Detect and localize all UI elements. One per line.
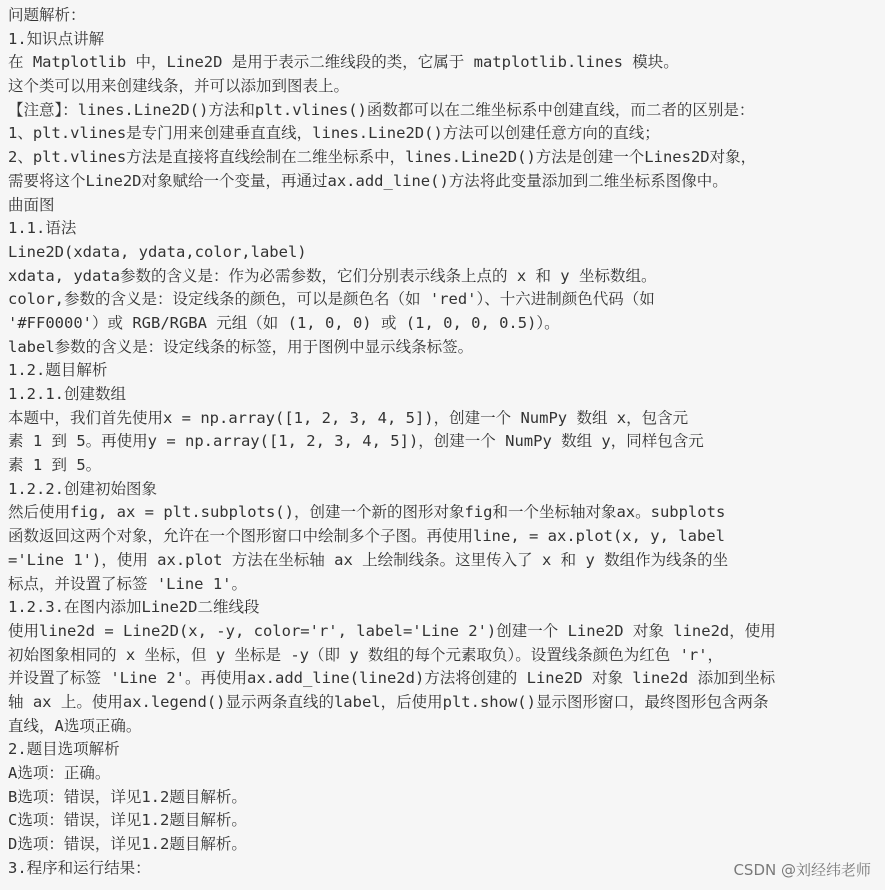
param-color-cont: '#FF0000'）或 RGB/RGBA 元组（如 (1, 0, 0) 或 (1, 0, 0, 0.5)）。	[8, 313, 560, 332]
paragraph-line: 需要将这个Line2D对象赋给一个变量，再通过ax.add_line()方法将此变量添加到二维坐标系图像中。	[8, 171, 728, 190]
heading-create-figure: 1.2.2.创建初始图象	[8, 479, 157, 498]
option-a: A选项：正确。	[8, 764, 111, 782]
paragraph-line: 素 1 到 5。再使用y = np.array([1, 2, 3, 4, 5])，创建一个 NumPy 数组 y，同样包含元	[8, 432, 704, 451]
paragraph-line: 在 Matplotlib 中，Line2D 是用于表示二维线段的类，它属于 matplotlib.lines 模块。	[8, 53, 679, 72]
param-color: color,参数的含义是：设定线条的颜色，可以是颜色名（如 'red'）、十六进制颜色代码（如	[8, 290, 655, 309]
heading-options-analysis: 2.题目选项解析	[8, 740, 120, 759]
heading-knowledge-points: 1.知识点讲解	[8, 29, 105, 48]
paragraph-line: 本题中，我们首先使用x = np.array([1, 2, 3, 4, 5])，创建一个 NumPy 数组 x，包含元	[8, 408, 689, 427]
note-point-1: 1、plt.vlines是专门用来创建垂直直线，lines.Line2D()方法可以创建任意方向的直线；	[8, 124, 660, 143]
paragraph-line: ='Line 1')，使用 ax.plot 方法在坐标轴 ax 上绘制线条。这里传入了 x 和 y 数组作为线条的坐	[8, 550, 729, 569]
heading-create-array: 1.2.1.创建数组	[8, 385, 126, 403]
param-xdata-ydata: xdata, ydata参数的含义是：作为必需参数，它们分别表示线条上点的 x 和 y 坐标数组。	[8, 266, 657, 285]
code-signature: Line2D(xdata, ydata,color,label)	[8, 242, 307, 261]
paragraph-line: 并设置了标签 'Line 2'。再使用ax.add_line(line2d)方法将创建的 Line2D 对象 line2d 添加到坐标	[8, 669, 776, 688]
paragraph-line: 这个类可以用来创建线条，并可以添加到图表上。	[8, 77, 350, 96]
csdn-watermark: CSDN @刘经纬老师	[733, 861, 871, 879]
paragraph-line: 然后使用fig, ax = plt.subplots()，创建一个新的图形对象fig和一个坐标轴对象ax。subplots	[8, 503, 726, 522]
paragraph-line: 标点，并设置了标签 'Line 1'。	[8, 574, 247, 593]
note-line: 【注意】：lines.Line2D()方法和plt.vlines()函数都可以在二维坐标系中创建直线，而二者的区别是：	[8, 100, 755, 119]
document-body	[8, 4, 880, 880]
option-b: B选项：错误，详见1.2题目解析。	[8, 787, 247, 806]
note-point-2: 2、plt.vlines方法是直接将直线绘制在二维坐标系中，lines.Line2D()方法是创建一个Lines2D对象，	[8, 148, 757, 167]
paragraph-line: 素 1 到 5。	[8, 456, 102, 475]
paragraph-line: 函数返回这两个对象，允许在一个图形窗口中绘制多个子图。再使用line, = ax.plot(x, y, label	[8, 527, 725, 546]
param-label: label参数的含义是：设定线条的标签，用于图例中显示线条标签。	[8, 337, 474, 356]
paragraph-line: 使用line2d = Line2D(x, -y, color='r', label='Line 2')创建一个 Line2D 对象 line2d，使用	[8, 621, 776, 640]
heading-syntax: 1.1.语法	[8, 219, 77, 238]
paragraph-line: 初始图象相同的 x 坐标，但 y 坐标是 -y（即 y 数组的每个元素取负）。设置线条颜色为红色 'r'，	[8, 645, 724, 664]
paragraph-line: 直线，A选项正确。	[8, 716, 142, 735]
option-d: D选项：错误，详见1.2题目解析。	[8, 835, 247, 854]
heading-problem-analysis: 问题解析：	[8, 6, 86, 24]
heading-surface-plot: 曲面图	[8, 195, 55, 214]
paragraph-line: 轴 ax 上。使用ax.legend()显示两条直线的label，后使用plt.show()显示图形窗口，最终图形包含两条	[8, 692, 769, 711]
option-c: C选项：错误，详见1.2题目解析。	[8, 811, 247, 830]
heading-add-line2d: 1.2.3.在图内添加Line2D二维线段	[8, 598, 260, 617]
heading-program-results: 3.程序和运行结果：	[8, 858, 151, 877]
heading-question-analysis: 1.2.题目解析	[8, 361, 108, 380]
